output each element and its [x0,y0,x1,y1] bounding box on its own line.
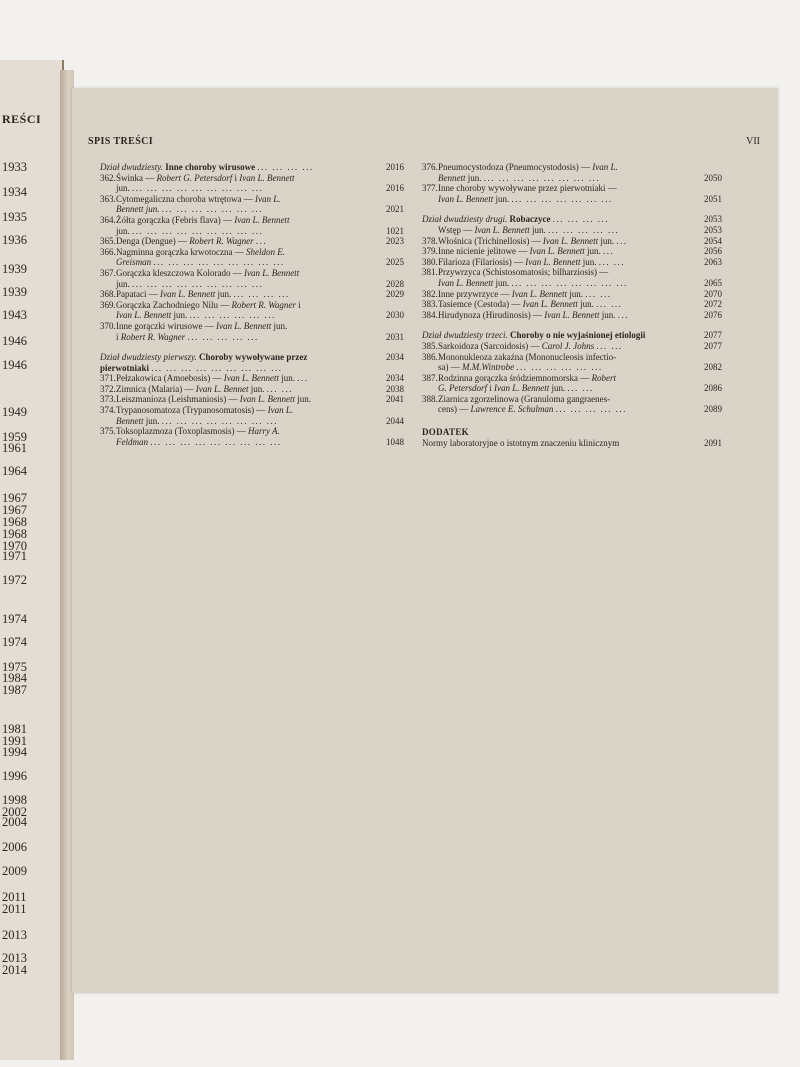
leader-dots: ... ... ... ... ... ... ... ... ... [151,362,283,373]
entry-title: Leiszmanioza (Leishmaniosis) — [116,394,240,405]
previous-page-number: 1967 [2,503,27,517]
entry-text: i [116,331,121,342]
previous-page-number: 2009 [2,864,27,878]
entry-number: 362. [100,172,116,183]
entry-number: 369. [100,299,116,310]
previous-page-number: 1943 [2,308,27,322]
entry-author: Bennett jun. [116,204,160,215]
entry-title: Żółta gorączka (Febris flava) — [116,214,235,225]
page-ref: 2076 [704,309,722,320]
entry-number: 380. [422,256,438,267]
entry-title: Pneumocystodoza (Pneumocystodosis) — [438,162,593,172]
entry-text: i [295,299,301,310]
leader-dots: ... ... ... ... [233,289,290,300]
entry-author: Ivan L. Bennett [243,267,300,278]
leader-dots: ... ... ... ... ... ... ... ... [511,277,628,288]
previous-page-number: 1996 [2,769,27,783]
entry-author: Greisman [116,257,152,268]
entry-number: 385. [422,340,438,351]
previous-page-number: 2013 [2,928,27,942]
entry-title: Trypanosomatoza (Trypanosomatosis) — [116,405,268,416]
page-ref: 2072 [704,299,722,310]
page-header [88,136,760,150]
leader-dots: ... [617,309,629,320]
previous-page-number: 2013 [2,951,27,965]
entry-text: jun. [529,224,546,235]
toc-entry [422,373,722,394]
entry-title: Wstęp — [438,224,475,235]
previous-page-number: 1972 [2,573,27,587]
toc-entry [100,194,404,215]
previous-page-number: 1936 [2,233,27,247]
entry-author: Ivan L. Bennett [542,235,599,246]
entry-author: Robert R. Wagner [120,331,186,342]
page-ref: 2034 [386,352,404,363]
entry-author: Ivan L. Bennett [529,246,585,257]
page-ref: 2086 [704,383,722,394]
previous-page-number: 1967 [2,491,27,505]
entry-author: Ivan L. Bennet [195,383,249,394]
entry-text: jun. [580,256,597,267]
toc-entry [100,384,404,395]
page-ref: 2030 [386,310,404,321]
entry-number: 386. [422,351,438,362]
leader-dots: ... [255,236,268,247]
entry-author: Carol J. Johns [541,340,595,351]
previous-page-number: 2004 [2,815,27,829]
previous-page-number: 1975 [2,660,27,674]
entry-text: i [232,172,240,183]
section-heading [100,162,404,173]
entry-number: 374. [100,405,116,416]
entry-title: Inne gorączki wirusowe — [116,320,216,331]
entry-number: 377. [422,183,438,194]
toc-left-column [100,162,404,447]
entry-text: jun. [584,246,601,257]
previous-page-number: 1964 [2,464,27,478]
previous-page-number: 1949 [2,405,27,419]
leader-dots: ... [616,235,628,246]
previous-page-number: 2011 [2,890,27,904]
section-title-text: Inne choroby wirusowe [165,162,256,172]
previous-page-number: 1946 [2,358,27,372]
section-label: Dział dwudziesty pierwszy. [100,352,197,363]
leader-dots: ... ... ... ... [257,162,314,172]
entry-text: jun. [566,288,583,299]
leader-dots: ... ... [567,383,594,394]
page-ref: 2044 [386,415,404,426]
entry-title: Inne choroby wywoływane przez pierwotniaki — [438,183,617,194]
toc-entry [422,257,722,268]
entry-text: jun. [116,183,130,194]
entry-author: Robert R. Wagner [189,236,254,247]
page-ref: 2065 [704,277,722,288]
entry-title: Pełzakowica (Amoebosis) — [116,373,224,384]
previous-page-number: 1998 [2,793,27,807]
leader-dots: ... ... ... ... ... [187,331,259,342]
leader-dots: ... ... ... ... ... ... ... ... ... [132,183,264,194]
page-ref: 2053 [704,214,722,225]
toc-entry [422,183,722,204]
entry-text: i [487,383,495,394]
entry-text: cens) — [438,404,471,415]
page-ref: 2031 [386,331,404,342]
entry-text: jun. [549,383,566,394]
previous-page-number: 1959 [2,430,27,444]
entry-number: 370. [100,320,116,331]
section-label: Dział dwudziesty drugi. [422,214,508,225]
section-label: Dział dwudziesty. [100,162,164,172]
page-ref: 2029 [386,289,404,300]
entry-title: Sarkoidoza (Sarcoidosis) — [438,340,542,351]
previous-page-number: 1974 [2,612,27,626]
previous-page-number: 1933 [2,160,27,174]
toc-entry [422,299,722,310]
leader-dots: ... ... [596,299,623,310]
leader-dots: ... ... ... ... ... ... ... ... ... [132,278,264,289]
entry-author: Ivan L. Bennett [239,394,295,405]
entry-text: jun. [271,320,288,331]
previous-page-number: 1961 [2,441,27,455]
entry-text: jun. [278,373,295,384]
page-ref: 2023 [386,236,404,247]
entry-number: 364. [100,214,116,225]
entry-author: Ivan L. Bennett [522,299,578,310]
section-label: Dział dwudziesty trzeci. [422,330,508,341]
page-ref: 2089 [704,404,722,415]
previous-page-number: 1968 [2,515,27,529]
page-ref: 2053 [704,224,722,235]
leader-dots: ... ... ... ... ... ... ... [511,193,613,204]
entry-author: Robert R. Wagner [231,299,296,310]
toc-entry [100,405,404,426]
entry-title: Filarioza (Filariosis) — [438,256,526,267]
previous-page-number: 2006 [2,840,27,854]
entry-author: Ivan L. [254,193,281,204]
toc-entry [100,321,404,342]
entry-author: Bennett [438,172,466,183]
leader-dots: ... ... [266,383,293,394]
leader-dots: ... [297,373,309,384]
entry-text: jun. [116,278,130,289]
entry-author: Lawrence E. Schulman [470,404,554,415]
entry-title: Normy laboratoryjne o istotnym znaczeniu klinicznym [422,437,620,448]
toc-entry [422,162,722,183]
entry-number: 381. [422,267,438,278]
contents-page [72,88,778,993]
entry-title: Włośnica (Trichinellosis) — [438,235,543,246]
page-ref: 2070 [704,288,722,299]
entry-text: jun. [599,309,616,320]
entry-title: Inne przywrzyce — [438,288,512,299]
entry-number: 365. [100,236,116,247]
previous-page-header: REŚCI [2,112,42,126]
entry-title: Mononukleoza zakaźna (Mononucleosis infectio- [438,351,617,362]
leader-dots: ... ... [596,340,623,351]
page-ref: 2063 [704,256,722,267]
entry-number: 371. [100,373,116,384]
entry-number: 383. [422,299,438,310]
toc-entry [100,247,404,268]
entry-author: Ivan L. Bennett [511,288,567,299]
leader-dots: ... ... [598,256,626,267]
previous-page-number: 1994 [2,745,27,759]
entry-number: 375. [100,426,116,437]
entry-text: jun. [215,289,232,300]
page-ref: 1021 [386,225,404,236]
previous-page-number: 1946 [2,334,27,348]
entry-text: jun. [465,172,482,183]
entry-title: Gorączka Zachodniego Nilu — [116,299,232,310]
entry-author: Ivan L. Bennett [215,320,272,331]
page-ref: 2051 [704,193,722,204]
entry-title: Nagminna gorączka krwotoczna — [116,246,246,257]
page-number: VII [746,136,760,147]
page-ref: 2038 [386,383,404,394]
page-ref: 2028 [386,278,404,289]
section-title-text: Choroby o nie wyjaśnionej etiologii [510,330,646,341]
entry-title: Rodzinna gorączka śródziemnomorska — [438,372,592,383]
page-ref: 2077 [704,330,722,341]
entry-number: 366. [100,246,116,257]
previous-page-number: 1987 [2,683,27,697]
entry-text: jun. [493,277,510,288]
page-ref: 2082 [704,362,722,373]
page-ref: 2050 [704,172,722,183]
leader-dots: ... ... ... ... [552,214,609,225]
previous-page-number: 1970 [2,539,27,553]
entry-author: Ivan L. Bennett [544,309,600,320]
previous-page-number: 1939 [2,262,27,276]
previous-page-number: 1991 [2,734,27,748]
page-ref: 2056 [704,246,722,257]
previous-page-number: 1971 [2,549,27,563]
entry-author: Robert [591,372,616,383]
entry-number: 382. [422,288,438,299]
previous-page-sliver [0,60,64,1060]
leader-dots: ... ... ... ... ... ... ... ... ... [153,257,285,268]
entry-author: Harry A. [247,426,280,437]
leader-dots: ... ... ... ... ... [555,404,627,415]
entry-text: jun. [116,225,130,236]
previous-page-number: 1939 [2,285,27,299]
previous-page-number: 1968 [2,527,27,541]
page-ref: 2077 [704,340,722,351]
previous-page-number: 1935 [2,210,27,224]
previous-page-number: 2014 [2,963,27,977]
toc-entry [100,426,404,447]
section-title-cont: pierwotniaki [100,362,150,373]
entry-title: Gorączka kleszczowa Kolorado — [116,267,244,278]
toc-entry [100,215,404,236]
entry-author: Ivan L. Bennett [116,310,172,321]
entry-author: Ivan L. Bennett [160,289,216,300]
section-title-text: Robaczyce [509,214,551,225]
appendix-entry [422,438,722,449]
entry-text: jun. [171,310,188,321]
entry-author: Feldman [116,436,148,447]
entry-number: 373. [100,394,116,405]
entry-author: Ivan L. Bennett [223,373,279,384]
leader-dots: ... ... ... ... ... ... ... ... [483,172,601,183]
entry-author: Ivan L. Bennett [239,172,295,183]
toc-entry [422,341,722,352]
entry-text: jun. [294,394,311,405]
page-ref: 2021 [386,204,404,215]
page-ref: 1048 [386,436,404,447]
leader-dots: ... ... ... ... ... ... ... ... ... [132,225,264,236]
leader-dots: ... ... ... ... ... ... [189,310,276,321]
entry-number: 378. [422,235,438,246]
entry-text: jun. [248,383,265,394]
leader-dots: ... ... ... ... ... ... ... [161,204,263,215]
entry-title: Świnka — [116,172,157,183]
toc-right-column [422,162,722,448]
page-title: SPIS TREŚCI [88,136,154,147]
toc-entry [100,394,404,405]
previous-page-number: 2002 [2,805,27,819]
entry-text: jun. [493,193,510,204]
section-heading [100,352,404,373]
entry-author: Ivan L. Bennett [438,193,494,204]
entry-title: Zimnica (Malaria) — [116,383,196,394]
toc-entry [100,236,404,247]
leader-dots: ... ... ... ... ... [548,224,620,235]
entry-text: jun. [577,299,594,310]
page-ref: 2016 [386,162,404,172]
entry-title: Cytomegaliczna choroba wtrętowa — [116,193,255,204]
entry-title: Toksoplazmoza (Toxoplasmosis) — [116,426,248,437]
entry-text: jun. [598,235,615,246]
entry-number: 363. [100,193,116,204]
toc-entry [100,300,404,321]
entry-title: Denga (Dengue) — [116,236,190,247]
entry-author: M.M.Wintrobe [462,362,515,373]
entry-author: Ivan L. Bennett [234,214,290,225]
entry-title: Inne nicienie jelitowe — [438,246,530,257]
page-ref: 2016 [386,183,404,194]
entry-author: Ivan L. Bennett [474,224,530,235]
page-ref: 2025 [386,257,404,268]
entry-author: Ivan L. [592,162,618,172]
toc-entry [100,373,404,384]
toc-entry [422,267,722,288]
toc-entry [422,394,722,415]
page-ref: 2034 [386,373,404,384]
previous-page-number: 1974 [2,635,27,649]
previous-page-number: 1984 [2,671,27,685]
entry-text: sa) — [438,362,462,373]
leader-dots: ... ... ... ... ... ... [516,362,603,373]
entry-author: Ivan L. [267,405,294,416]
section-title-text: Choroby wywoływane przez [199,352,308,363]
entry-title: Przywrzyca (Schistosomatosis; bilharziosis) — [438,267,609,278]
toc-entry [422,289,722,300]
section-heading [422,214,722,225]
entry-number: 379. [422,246,438,257]
leader-dots: ... ... ... ... ... ... ... ... ... [150,436,282,447]
section-heading [422,330,722,341]
entry-number: 372. [100,383,116,394]
leader-dots: ... ... [585,288,612,299]
previous-page-number: 1934 [2,185,27,199]
entry-title: Papataci — [116,289,160,300]
entry-text: jun. [143,415,160,426]
entry-author: Bennett [116,415,144,426]
toc-entry [100,289,404,300]
page-ref: 2041 [386,394,404,405]
toc-entry [422,310,722,321]
entry-author: Robert G. Petersdorf [156,172,233,183]
entry-author: Ivan L. Bennett [438,277,494,288]
appendix-heading: DODATEK [422,427,469,438]
entry-author: Ivan L. Bennett [494,383,550,394]
leader-dots: ... ... ... ... ... ... ... ... [161,415,279,426]
entry-title: Tasiemce (Cestoda) — [438,299,523,310]
page-ref: 2091 [704,437,722,448]
entry-number: 368. [100,289,116,300]
entry-number: 376. [422,162,438,172]
page-ref: 2054 [704,235,722,246]
toc-entry [422,225,722,236]
entry-author: G. Petersdorf [438,383,487,394]
previous-page-number: 2011 [2,902,27,916]
entry-number: 367. [100,267,116,278]
previous-page-number: 1981 [2,722,27,736]
entry-author: Sheldon E. [245,246,285,257]
toc-entry [100,268,404,289]
entry-title: Hirudynoza (Hirudinosis) — [438,309,545,320]
toc-entry [422,236,722,247]
entry-number: 384. [422,309,438,320]
toc-entry [422,352,722,373]
toc-entry [422,246,722,257]
leader-dots: ... [602,246,615,257]
toc-entry [100,173,404,194]
entry-number: 388. [422,393,438,404]
entry-number: 387. [422,372,438,383]
entry-title: Ziarnica zgorzelinowa (Granuloma gangraenes- [438,393,611,404]
entry-author: Ivan L. Bennett [525,256,581,267]
